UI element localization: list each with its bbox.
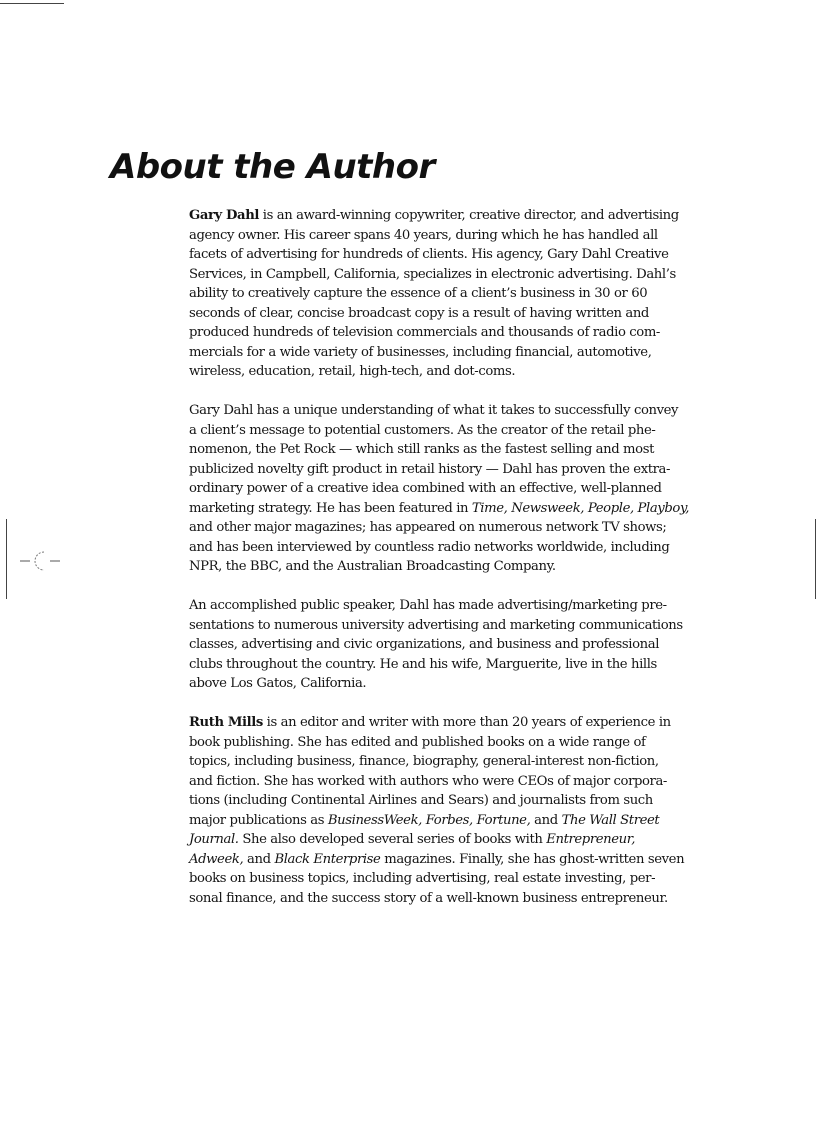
text-run: Gary Dahl has a unique understanding of what it takes to successfully convey <box>189 403 679 418</box>
text-run: tions (including Continental Airlines and Sears) and journalists from such <box>189 793 653 808</box>
text-run: book publishing. She has edited and published books on a wide range of <box>189 734 646 750</box>
author-name: Gary Dahl <box>189 208 259 223</box>
text-run: ordinary power of a creative idea combined with an effective, well-planned <box>189 481 662 496</box>
bio-paragraph <box>189 713 713 908</box>
text-line <box>189 343 713 363</box>
text-run: clubs throughout the country. He and his wife, Marguerite, live in the hills <box>189 656 657 672</box>
text-line <box>189 889 713 909</box>
text-run: NPR, the BBC, and the Australian Broadcasting Company. <box>189 559 556 574</box>
italic-text: Time, Newsweek, People, Playboy, <box>471 500 690 516</box>
text-line <box>189 245 713 265</box>
text-line <box>189 323 713 343</box>
italic-text: Entrepreneur, <box>546 832 635 847</box>
text-run: publicized novelty gift product in retail history — Dahl has proven the extra- <box>189 461 671 477</box>
text-line <box>189 460 713 480</box>
text-run: classes, advertising and civic organizations, and business and professional <box>189 637 660 652</box>
text-run: seconds of clear, concise broadcast copy is a result of having written and <box>189 305 649 321</box>
text-line <box>189 538 713 558</box>
text-run: magazines. Finally, she has ghost-written seven <box>380 851 685 867</box>
text-run: is an editor and writer with more than 20 years of experience in <box>262 715 671 730</box>
italic-text: Adweek, <box>189 851 244 867</box>
text-line <box>189 362 713 382</box>
text-line <box>189 811 713 831</box>
text-line <box>189 869 713 889</box>
text-line <box>189 830 713 850</box>
text-line <box>189 635 713 655</box>
text-line <box>189 304 713 324</box>
text-line <box>189 772 713 792</box>
text-run: She also developed several series of books with <box>238 832 547 847</box>
text-run: marketing strategy. He has been featured in <box>189 500 472 516</box>
text-line <box>189 655 713 675</box>
text-line <box>189 791 713 811</box>
bio-paragraph <box>189 596 713 694</box>
text-run: and <box>530 812 562 828</box>
text-run: and <box>243 851 275 867</box>
text-run: sonal finance, and the success story of a well-known business entrepreneur. <box>189 890 668 906</box>
text-line <box>189 499 713 519</box>
text-run: ability to creatively capture the essence of a client’s business in 30 or 60 <box>189 286 648 301</box>
text-line <box>189 557 713 577</box>
text-line <box>189 850 713 870</box>
text-run: mercials for a wide variety of businesses, including financial, automotive, <box>189 344 652 360</box>
author-bio <box>189 206 713 928</box>
crop-mark-top <box>0 3 64 4</box>
italic-text: BusinessWeek, Forbes, Fortune, <box>327 812 531 828</box>
italic-text: The Wall Street <box>561 812 660 828</box>
text-line <box>189 206 713 226</box>
text-run: nomenon, the Pet Rock — which still ranks as the fastest selling and most <box>189 442 654 457</box>
italic-text: Journal. <box>189 832 239 847</box>
text-run: is an award-winning copywriter, creative director, and advertising <box>259 208 679 223</box>
text-run: and other major magazines; has appeared on numerous network TV shows; <box>189 520 667 535</box>
text-line <box>189 518 713 538</box>
text-line <box>189 713 713 733</box>
bio-paragraph <box>189 401 713 577</box>
registration-mark-icon <box>18 546 66 576</box>
text-run: major publications as <box>189 812 328 828</box>
edge-line-left <box>6 519 7 599</box>
text-line <box>189 440 713 460</box>
text-run: topics, including business, finance, biography, general-interest non-fiction, <box>189 754 659 769</box>
page-title: About the Author <box>110 147 435 187</box>
text-run: and fiction. She has worked with authors who were CEOs of major corpora- <box>189 773 667 789</box>
text-run: a client’s message to potential customers. As the creator of the retail phe- <box>189 422 656 438</box>
bio-paragraph <box>189 206 713 382</box>
text-run: agency owner. His career spans 40 years, during which he has handled all <box>189 227 658 243</box>
text-line <box>189 226 713 246</box>
text-run: An accomplished public speaker, Dahl has made advertising/marketing pre- <box>189 598 667 613</box>
text-run: and has been interviewed by countless radio networks worldwide, including <box>189 539 670 555</box>
italic-text: Black Enterprise <box>274 851 381 867</box>
author-name: Ruth Mills <box>189 715 263 730</box>
text-line <box>189 421 713 441</box>
text-line <box>189 674 713 694</box>
text-line <box>189 596 713 616</box>
text-line <box>189 284 713 304</box>
text-line <box>189 616 713 636</box>
text-run: above Los Gatos, California. <box>189 676 367 691</box>
text-run: produced hundreds of television commercials and thousands of radio com- <box>189 325 660 340</box>
text-run: sentations to numerous university advertising and marketing communications <box>189 617 683 633</box>
text-run: books on business topics, including advertising, real estate investing, per- <box>189 871 656 886</box>
text-run: Services, in Campbell, California, specializes in electronic advertising. Dahl’s <box>189 266 676 282</box>
text-run: wireless, education, retail, high-tech, and dot-coms. <box>189 364 516 379</box>
text-line <box>189 479 713 499</box>
text-line <box>189 401 713 421</box>
text-run: facets of advertising for hundreds of clients. His agency, Gary Dahl Creative <box>189 247 669 262</box>
text-line <box>189 733 713 753</box>
text-line <box>189 265 713 285</box>
text-line <box>189 752 713 772</box>
